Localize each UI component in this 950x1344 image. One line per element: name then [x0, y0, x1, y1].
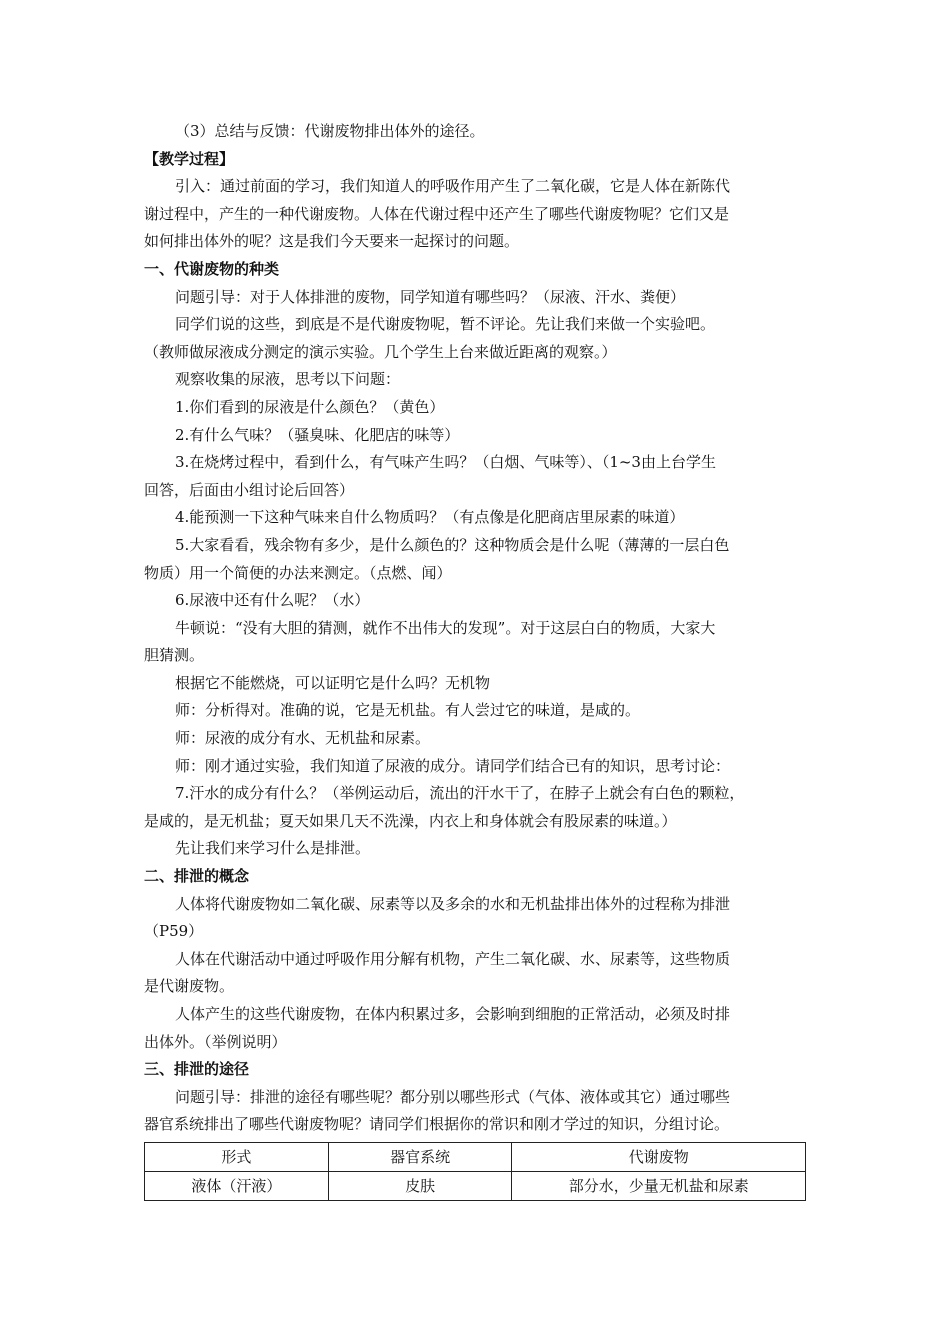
table-header-row — [145, 1142, 806, 1171]
paragraph-continuation-line: （P59） — [144, 922, 204, 941]
section-heading: 【教学过程】 — [144, 149, 235, 168]
paragraph-line: 人体在代谢活动中通过呼吸作用分解有机物，产生二氧化碳、水、尿素等，这些物质 — [175, 949, 731, 968]
paragraph-line: 3.在烧烤过程中，看到什么，有气味产生吗？（白烟、气味等）、（1~3由上台学生 — [175, 453, 716, 472]
paragraph-continuation-line: 是咸的，是无机盐；夏天如果几天不洗澡，内衣上和身体就会有股尿素的味道。） — [144, 811, 677, 830]
paragraph-continuation-line: 是代谢废物。 — [144, 977, 235, 996]
paragraph-line: 引入：通过前面的学习，我们知道人的呼吸作用产生了二氧化碳，它是人体在新陈代 — [175, 177, 731, 196]
document-page — [144, 118, 806, 1201]
paragraph-continuation-line: 物质）用一个简便的办法来测定。（点燃、闻） — [144, 563, 452, 582]
paragraph-line: 6.尿液中还有什么呢？（水） — [175, 591, 370, 610]
paragraph-line: 5.大家看看，残余物有多少，是什么颜色的？这种物质会是什么呢（薄薄的一层白色 — [175, 535, 730, 554]
paragraph-line: （3）总结与反馈：代谢废物排出体外的途径。 — [175, 122, 485, 140]
paragraph-continuation-line: 胆猜测。 — [144, 646, 205, 665]
table-cell: 皮肤 — [328, 1171, 512, 1200]
paragraph-line: 师：尿液的成分有水、无机盐和尿素。 — [175, 729, 431, 748]
paragraph-continuation-line: 出体外。（举例说明） — [144, 1032, 287, 1051]
document-body — [144, 118, 806, 1139]
table-header-cell: 代谢废物 — [512, 1142, 806, 1171]
paragraph-line: 人体将代谢废物如二氧化碳、尿素等以及多余的水和无机盐排出体外的过程称为排泄 — [175, 894, 731, 913]
paragraph-line: 7.汗水的成分有什么？（举例运动后，流出的汗水干了，在脖子上就会有白色的颗粒， — [175, 784, 745, 803]
paragraph-line: 1.你们看到的尿液是什么颜色？（黄色） — [175, 397, 445, 416]
paragraph-continuation-line: 器官系统排出了哪些代谢废物呢？请同学们根据你的常识和刚才学过的知识，分组讨论。 — [144, 1115, 730, 1134]
section-heading: 三、排泄的途径 — [144, 1060, 250, 1079]
section-heading: 二、排泄的概念 — [144, 867, 250, 886]
paragraph-line: 2.有什么气味？（骚臭味、化肥店的味等） — [175, 425, 460, 444]
table-header-cell: 形式 — [145, 1142, 329, 1171]
table-cell: 液体（汗液） — [145, 1171, 329, 1200]
excretion-ways-table — [144, 1142, 806, 1201]
table-row — [145, 1171, 806, 1200]
paragraph-continuation-line: 回答，后面由小组讨论后回答） — [144, 480, 355, 499]
paragraph-line: 根据它不能燃烧，可以证明它是什么吗？无机物 — [175, 673, 491, 692]
paragraph-line: 先让我们来学习什么是排泄。 — [175, 839, 371, 858]
paragraph-line: 同学们说的这些，到底是不是代谢废物呢，暂不评论。先让我们来做一个实验吧。 — [175, 315, 716, 334]
paragraph-continuation-line: 谢过程中，产生的一种代谢废物。人体在代谢过程中还产生了哪些代谢废物呢？它们又是 — [144, 204, 730, 223]
table-cell: 部分水，少量无机盐和尿素 — [512, 1171, 806, 1200]
paragraph-line: 师：刚才通过实验，我们知道了尿液的成分。请同学们结合已有的知识，思考讨论： — [175, 756, 731, 775]
paragraph-line: 人体产生的这些代谢废物，在体内积累过多，会影响到细胞的正常活动，必须及时排 — [175, 1005, 731, 1023]
paragraph-line: 观察收集的尿液，思考以下问题： — [175, 370, 401, 389]
paragraph-continuation-line: （教师做尿液成分测定的演示实验。几个学生上台来做近距离的观察。） — [144, 342, 617, 361]
paragraph-continuation-line: 如何排出体外的呢？这是我们今天要来一起探讨的问题。 — [144, 232, 520, 251]
paragraph-line: 4.能预测一下这种气味来自什么物质吗？（有点像是化肥商店里尿素的味道） — [175, 508, 685, 527]
paragraph-line: 问题引导：对于人体排泄的废物，同学知道有哪些吗？（尿液、汗水、粪便） — [175, 287, 686, 306]
paragraph-line: 牛顿说：“没有大胆的猜测，就作不出伟大的发现”。对于这层白白的物质，大家大 — [175, 618, 716, 637]
table-header-cell: 器官系统 — [328, 1142, 512, 1171]
section-heading: 一、代谢废物的种类 — [144, 259, 280, 278]
paragraph-line: 师：分析得对。准确的说，它是无机盐。有人尝过它的味道，是咸的。 — [175, 701, 641, 720]
paragraph-line: 问题引导：排泄的途径有哪些呢？都分别以哪些形式（气体、液体或其它）通过哪些 — [175, 1087, 731, 1106]
